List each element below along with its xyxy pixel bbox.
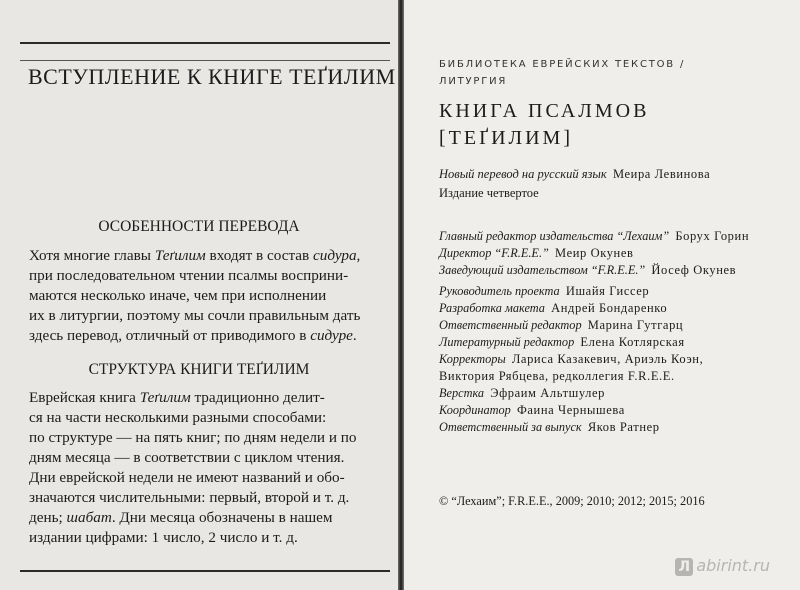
section-heading-structure: СТРУКТУРА КНИГИ ТЕҐИЛИМ: [88, 361, 310, 378]
copyright-line: © “Лехаим”; F.R.E.E., 2009; 2010; 2012; 2015; 2016: [439, 494, 705, 508]
credit-row: Руководитель проекта Ишайя Гиссер: [439, 284, 650, 298]
credit-row: Корректоры Лариса Казакевич, Ариэль Коэн,: [439, 352, 704, 366]
left-page: [0, 0, 398, 590]
credit-row: Главный редактор издательства “Лехаим” Борух Горин: [439, 229, 750, 243]
bottom-rule: [20, 570, 390, 572]
section-paragraph-structure: Еврейская книга Теґилим традиционно делит- ся на части несколькими разными способами: по структуре — на пять книг; по дням недели и по дням месяца — в соответствии с циклом чтения. Дни еврейской недели не имеют названий и обо- значаются числительными: первый, второй и т. д. день; шабат. Дни месяца обозначены в нашем издании цифрами: 1 число, 2 число и т. д.: [29, 389, 357, 546]
top-rule: [20, 42, 390, 44]
credit-row: Ответственный редактор Марина Гутгарц: [439, 318, 684, 332]
staff-credits: [439, 283, 769, 436]
credit-row: Разработка макета Андрей Бондаренко: [439, 301, 668, 315]
credit-row: Координатор Фаина Чернышева: [439, 403, 625, 417]
credit-row: Верстка Эфраим Альтшулер: [439, 386, 606, 400]
book-title: КНИГА ПСАЛМОВ [ТЕҐИЛИМ]: [439, 100, 650, 149]
labirint-logo-icon: Л: [675, 558, 693, 576]
section-paragraph-translation: Хотя многие главы Теґилим входят в состав сидура, при последовательном чтении псалмы восприни- маются несколько иначе, чем при исполнении их в литургии, поэтому мы сочли правильным дать здесь перевод, отличный от приводимого в сидуре.: [29, 247, 361, 344]
section-heading-translation: ОСОБЕННОСТИ ПЕРЕВОДА: [98, 218, 300, 235]
chapter-title: ВСТУПЛЕНИЕ К КНИГЕ ТЕҐИЛИМ: [28, 64, 396, 89]
series-label: БИБЛИОТЕКА ЕВРЕЙСКИХ ТЕКСТОВ / ЛИТУРГИЯ: [439, 59, 686, 87]
credit-row: Литературный редактор Елена Котлярская: [439, 335, 685, 349]
credit-row: Заведующий издательством “F.R.E.E.” Йосеф Окунев: [439, 263, 737, 277]
editors-credits: [439, 228, 769, 279]
credit-row: Виктория Рябцева, редколлегия F.R.E.E.: [439, 369, 675, 383]
credit-row: Ответственный за выпуск Яков Ратнер: [439, 420, 660, 434]
labirint-watermark: Л abirint.ru: [675, 556, 770, 576]
credit-row: Директор “F.R.E.E.” Меир Окунев: [439, 246, 634, 260]
thin-rule: [20, 60, 390, 61]
translation-info: Новый перевод на русский язык Меира Левинова Издание четвертое: [439, 167, 711, 200]
